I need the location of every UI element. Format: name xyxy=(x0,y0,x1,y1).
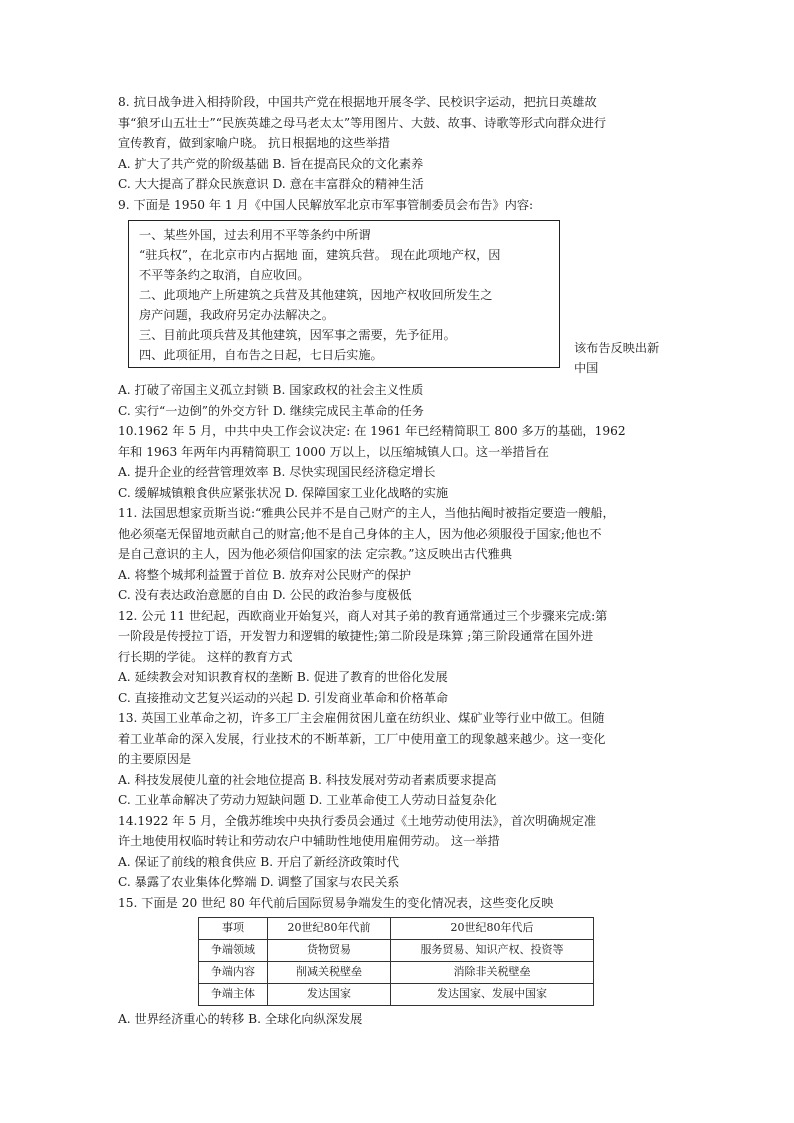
answer-options: C. 直接推动文艺复兴运动的兴起 D. 引发商业革命和价格革命 xyxy=(118,690,449,705)
answer-options: A. 扩大了共产党的阶级基础 B. 旨在提高民众的文化素养 xyxy=(118,156,424,171)
table-cell: 发达国家 xyxy=(268,984,391,1006)
table-header-cell: 事项 xyxy=(199,918,268,940)
answer-options: C. 大大提高了群众民族意识 D. 意在丰富群众的精神生活 xyxy=(118,177,424,191)
answer-options: A. 提升企业的经营管理效率 B. 尽快实现国民经济稳定增长 xyxy=(118,465,436,479)
answer-options: A. 打破了帝国主义孤立封锁 B. 国家政权的社会主义性质 xyxy=(118,383,424,397)
notice-block xyxy=(118,220,678,380)
question-text: 13. 英国工业革命之初，许多工厂主会雇佣贫困儿童在纺织业、煤矿业等行业中做工。但随 xyxy=(118,711,605,725)
question-text: 许土地使用权临时转让和劳动农户中辅助性地使用雇佣劳动。 这一举措 xyxy=(118,834,500,848)
question-text: 一阶段是传授拉丁语，开发智力和逻辑的敏捷性;第二阶段是珠算 ;第三阶段通常在国外进 xyxy=(118,629,594,643)
table-row xyxy=(199,984,594,1006)
table-cell: 发达国家、发展中国家 xyxy=(391,984,594,1006)
answer-options: A. 将整个城邦利益置于首位 B. 放弃对公民财产的保护 xyxy=(118,567,412,582)
table-cell: 争端内容 xyxy=(199,962,268,984)
question-9 xyxy=(118,195,678,422)
side-note xyxy=(574,338,674,378)
answer-options: C. 暴露了农业集体化弊端 D. 调整了国家与农民关系 xyxy=(118,875,400,889)
answer-options: C. 工业革命解决了劳动力短缺问题 D. 工业革命使工人劳动日益复杂化 xyxy=(118,793,497,807)
question-text: 的主要原因是 xyxy=(118,752,192,766)
notice-line: 一、某些外国，过去利用不平等条约中所谓 xyxy=(139,228,371,242)
question-text: 11. 法国思想家贡斯当说:“雅典公民并不是自己财产的主人，当他拈阄时被指定要造一艘船， xyxy=(118,506,615,520)
table-cell: 消除非关税壁垒 xyxy=(391,962,594,984)
question-text: 12. 公元 11 世纪起，西欧商业开始复兴，商人对其子弟的教育通常通过三个步骤来完成:第 xyxy=(118,608,608,623)
table-cell: 削减关税壁垒 xyxy=(268,962,391,984)
question-text: 9. 下面是 1950 年 1 月《中国人民解放军北京市军事管制委员会布告》内容: xyxy=(118,197,534,212)
question-text: 14.1922 年 5 月，全俄苏维埃中央执行委员会通过《土地劳动使用法》，首次明确规定准 xyxy=(118,813,597,828)
table-cell: 争端领域 xyxy=(199,940,268,962)
table-cell: 服务贸易、知识产权、投资等 xyxy=(391,940,594,962)
table-header-cell: 20世纪80年代前 xyxy=(268,918,391,940)
answer-options: C. 没有表达政治意愿的自由 D. 公民的政治参与度极低 xyxy=(118,588,412,602)
notice-line: 三、目前此项兵营及其他建筑，因军事之需要，先予征用。 xyxy=(139,328,456,342)
table-row xyxy=(199,962,594,984)
notice-box xyxy=(128,220,560,368)
notice-line: 不平等条约之取消，自应收回。 xyxy=(139,268,310,282)
notice-line: “驻兵权”，在北京市内占据地 面，建筑兵营。 现在此项地产权，因 xyxy=(139,248,501,262)
table-header-cell: 20世纪80年代后 xyxy=(391,918,594,940)
question-text: 行长期的学徒。 这样的教育方式 xyxy=(118,649,293,664)
side-note-line: 该布告反映出新 xyxy=(574,341,660,355)
table-cell: 争端主体 xyxy=(199,984,268,1006)
question-11 xyxy=(118,503,678,606)
question-text: 15. 下面是 20 世纪 80 年代前后国际贸易争端发生的变化情况表，这些变化反映 xyxy=(118,895,554,910)
notice-line: 房产问题，我政府另定办法解决之。 xyxy=(139,308,334,322)
answer-options: C. 缓解城镇粮食供应紧张状况 D. 保障国家工业化战略的实施 xyxy=(118,485,449,500)
question-15 xyxy=(118,893,678,1030)
table-header-row xyxy=(199,918,594,940)
answer-options: A. 保证了前线的粮食供应 B. 开启了新经济政策时代 xyxy=(118,854,399,869)
answer-options: A. 延续教会对知识教育权的垄断 B. 促进了教育的世俗化发展 xyxy=(118,670,448,684)
question-text: 8. 抗日战争进入相持阶段，中国共产党在根据地开展冬学、民校识字运动，把抗日英雄故 xyxy=(118,95,597,109)
notice-line: 四、此项征用，自布告之日起，七日后实施。 xyxy=(139,348,383,362)
question-text: 他必须毫无保留地贡献自己的财富;他不是自己身体的主人，因为他必须服役于国家;他也不 xyxy=(118,526,602,541)
question-text: 宣传教育，做到家喻户晓。 抗日根据地的这些举措 xyxy=(118,136,390,150)
question-10 xyxy=(118,421,678,503)
question-text: 着工业革命的深入发展，行业技术的不断革新，工厂中使用童工的现象越来越少。这一变化 xyxy=(118,731,606,746)
notice-line: 二、此项地产上所建筑之兵营及其他建筑，因地产权收回所发生之 xyxy=(139,288,493,302)
table-cell: 货物贸易 xyxy=(268,940,391,962)
question-12 xyxy=(118,606,678,709)
question-8 xyxy=(118,92,678,195)
question-text: 事“狼牙山五壮士”“民族英雄之母马老太太”等用图片、大鼓、故事、诗歌等形式向群众进行 xyxy=(118,115,607,130)
answer-options: A. 世界经济重心的转移 B. 全球化向纵深发展 xyxy=(118,1012,363,1026)
side-note-line: 中国 xyxy=(574,361,599,375)
question-text: 10.1962 年 5 月，中共中央工作会议决定: 在 1961 年已经精简职工 800 多万的基础，1962 xyxy=(118,424,626,438)
answer-options: A. 科技发展使儿童的社会地位提高 B. 科技发展对劳动者素质要求提高 xyxy=(118,772,497,787)
table-row xyxy=(199,940,594,962)
question-13 xyxy=(118,708,678,811)
trade-dispute-table xyxy=(198,917,594,1006)
question-text: 是自己意识的主人，因为他必须信仰国家的法 定宗教。”这反映出古代雅典 xyxy=(118,547,513,561)
exam-page xyxy=(118,92,678,1030)
question-14 xyxy=(118,811,678,893)
question-text: 年和 1963 年两年内再精简职工 1000 万以上，以压缩城镇人口。这一举措旨在 xyxy=(118,444,549,459)
answer-options: C. 实行“一边倒”的外交方针 D. 继续完成民主革命的任务 xyxy=(118,403,424,418)
